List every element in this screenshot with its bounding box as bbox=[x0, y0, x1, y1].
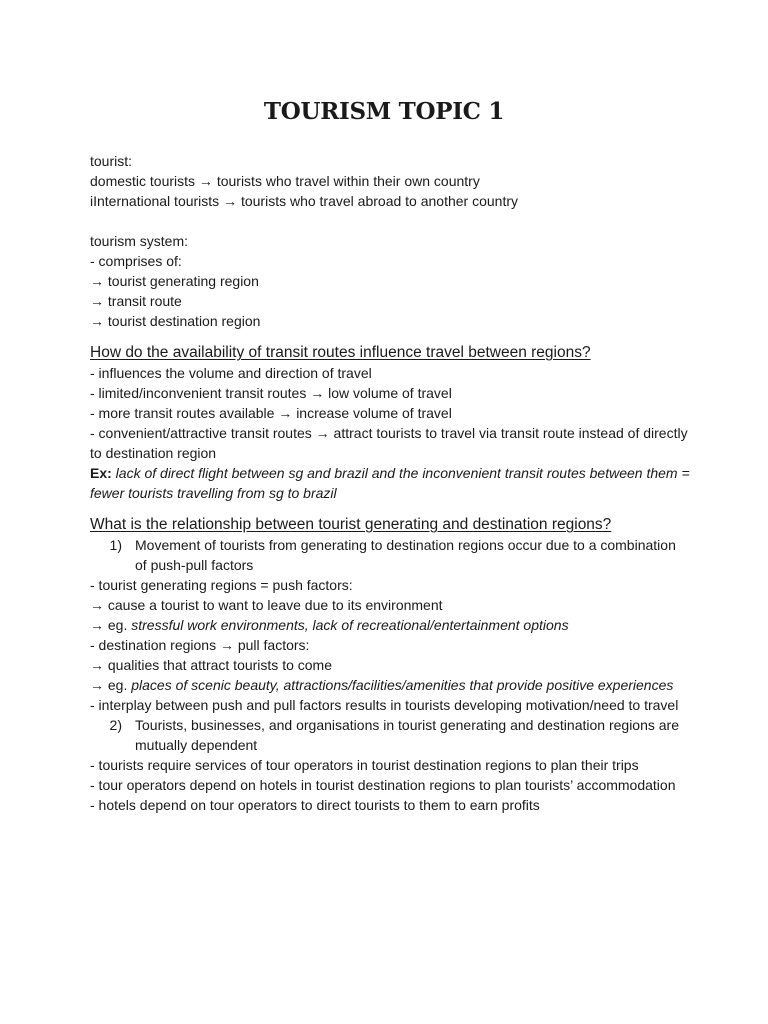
system-item-destination-region: → tourist destination region bbox=[90, 313, 261, 329]
international-tourists-definition: iInternational tourists → tourists who travel abroad to another country bbox=[90, 193, 518, 209]
list-item: - tour operators depend on hotels in tourist destination regions to plan tourists’ accommodation bbox=[90, 777, 676, 793]
point-number: 2) bbox=[109, 717, 122, 733]
page-title: TOURISM TOPIC 1 bbox=[263, 98, 505, 125]
tourist-label: tourist: bbox=[90, 153, 133, 169]
push-factors-example bbox=[90, 615, 690, 635]
example-text: stressful work environments, lack of recreational/entertainment options bbox=[131, 617, 569, 633]
tourism-system-label: tourism system: bbox=[90, 233, 189, 249]
push-factors-label: - tourist generating regions = push factors: bbox=[90, 577, 353, 593]
system-item-generating-region: → tourist generating region bbox=[90, 273, 259, 289]
interplay-note: - interplay between push and pull factors results in tourists developing motivation/need to travel bbox=[90, 697, 679, 713]
example-prefix: → eg. bbox=[90, 677, 132, 693]
spacer bbox=[90, 211, 690, 231]
document-body bbox=[90, 151, 690, 815]
pull-factors-example bbox=[90, 675, 690, 695]
domestic-tourists-definition: domestic tourists → tourists who travel within their own country bbox=[90, 173, 480, 189]
example-label: Ex: bbox=[90, 465, 112, 481]
list-item: - hotels depend on tour operators to direct tourists to them to earn profits bbox=[90, 797, 540, 813]
example-paragraph bbox=[90, 463, 690, 503]
list-item: - influences the volume and direction of travel bbox=[90, 365, 372, 381]
comprises-label: - comprises of: bbox=[90, 253, 182, 269]
example-text: places of scenic beauty, attractions/facilities/amenities that provide positive experiences bbox=[131, 677, 674, 693]
pull-factors-quality: → qualities that attract tourists to come bbox=[90, 657, 332, 673]
list-item: - tourists require services of tour operators in tourist destination regions to plan their trips bbox=[90, 757, 639, 773]
system-item-transit-route: → transit route bbox=[90, 293, 182, 309]
list-item: - limited/inconvenient transit routes → low volume of travel bbox=[90, 385, 452, 401]
point-number: 1) bbox=[109, 537, 122, 553]
pull-factors-label: - destination regions → pull factors: bbox=[90, 637, 310, 653]
point-text: Movement of tourists from generating to destination regions occur due to a combination of push-pull factors bbox=[135, 537, 676, 573]
example-text: lack of direct flight between sg and brazil and the inconvenient transit routes between them = fewer tourists travelling from sg to brazil bbox=[90, 465, 690, 501]
section-heading-region-relationship: What is the relationship between tourist generating and destination regions? bbox=[90, 516, 612, 533]
list-item: - more transit routes available → increase volume of travel bbox=[90, 405, 452, 421]
list-item: - convenient/attractive transit routes → attract tourists to travel via transit route instead of directly to destination region bbox=[90, 425, 688, 461]
example-prefix: → eg. bbox=[90, 617, 132, 633]
point-text: Tourists, businesses, and organisations in tourist generating and destination regions are mutually dependent bbox=[135, 717, 679, 753]
push-factors-cause: → cause a tourist to want to leave due to its environment bbox=[90, 597, 443, 613]
section-heading-transit-routes: How do the availability of transit routes influence travel between regions? bbox=[90, 344, 591, 361]
numbered-point-1 bbox=[90, 535, 690, 575]
numbered-point-2 bbox=[90, 715, 690, 755]
